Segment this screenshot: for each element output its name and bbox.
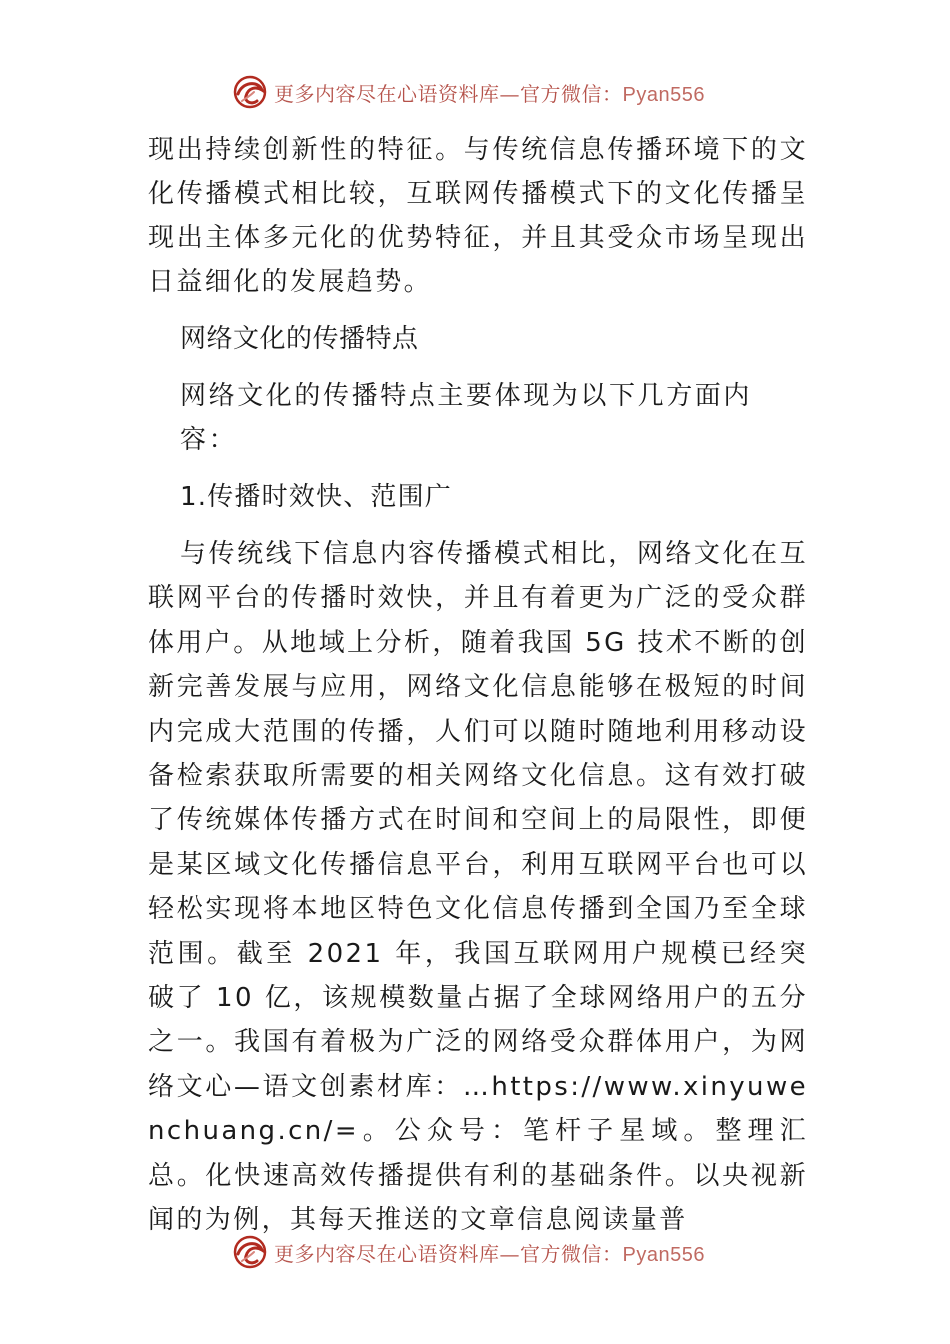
swirl-logo-icon: [232, 1234, 268, 1270]
footer-wechat-id: Pyan556: [622, 1243, 705, 1266]
header-banner-text: 更多内容尽在心语资料库—官方微信：Pyan556: [274, 81, 705, 106]
paragraph-continued: 现出持续创新性的特征。与传统信息传播环境下的文化传播模式相比较，互联网传播模式下的文化传播呈现出主体多元化的优势特征，并且其受众市场呈现出日益细化的发展趋势。: [148, 135, 808, 297]
footer-banner: [232, 1232, 752, 1272]
intro-paragraph: 网络文化的传播特点主要体现为以下几方面内容：: [180, 381, 753, 455]
section-heading: 网络文化的传播特点: [180, 324, 419, 354]
swirl-logo-icon: [232, 74, 268, 110]
article-body: [148, 128, 808, 1243]
header-wechat-id: Pyan556: [622, 83, 705, 106]
numbered-subheading: 1.传播时效快、范围广: [180, 482, 453, 512]
footer-banner-text: 更多内容尽在心语资料库—官方微信：Pyan556: [274, 1241, 705, 1266]
header-banner: [232, 72, 752, 112]
body-paragraph: 与传统线下信息内容传播模式相比，网络文化在互联网平台的传播时效快，并且有着更为广泛的受众群体用户。从地域上分析，随着我国 5G 技术不断的创新完善发展与应用，网络文化信息能够在极短的时间内完成大范围的传播，人们可以随时随地利用移动设备检索获取所需要的相关网络文化信息。这有效打破了传统媒体传播方式在时间和空间上的局限性，即便是某区域文化传播信息平台，利用互联网平台也可以轻松实现将本地区特色文化信息传播到全国乃至全球范围。截至 2021 年，我国互联网用户规模已经突破了 10 亿，该规模数量占据了全球网络用户的五分之一。我国有着极为广泛的网络受众群体用户，为网络文心—语文创素材库：…https://www.xinyuwenchuang.cn/=。公众号：笔杆子星域。整理汇总。化快速高效传播提供有利的基础条件。以央视新闻的为例，其每天推送的文章信息阅读量普: [148, 539, 808, 1236]
